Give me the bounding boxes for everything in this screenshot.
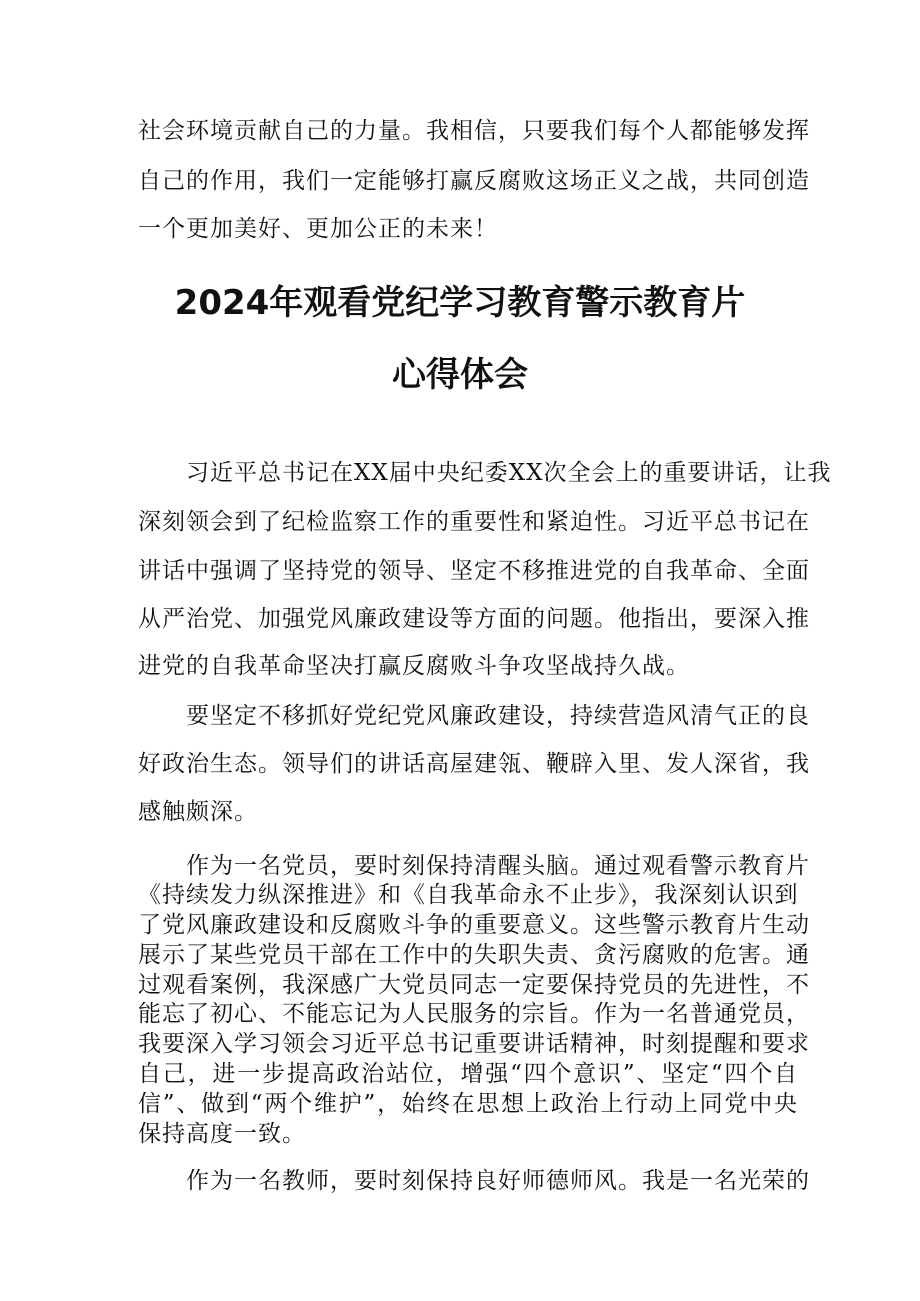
paragraph-3-line-5: 过观看案例，我深感广大党员同志一定要保持党员的先进性，不 [138,972,810,998]
intro-line-2: 自己的作用，我们一定能够打赢反腐败这场正义之战，共同创造 [138,168,810,194]
paragraph-3-line-10: 保持高度一致。 [138,1121,306,1147]
paragraph-3-line-9: 信”、做到“两个维护”，始终在思想上政治上行动上同党中央 [138,1091,798,1117]
paragraph-2-line-1: 要坚定不移抓好党纪党风廉政建设，持续营造风清气正的良 [138,703,810,729]
intro-line-3: 一个更加美好、更加公正的未来！ [138,216,498,242]
paragraph-1-line-4: 从严治党、加强党风廉政建设等方面的问题。他指出，要深入推 [138,606,810,632]
paragraph-3-line-4: 展示了某些党员干部在工作中的失职失责、贪污腐败的危害。通 [138,942,810,968]
paragraph-2-line-2: 好政治生态。领导们的讲话高屋建瓴、鞭辟入里、发人深省，我 [138,751,810,777]
page-title-line-1: 2024年观看党纪学习教育警示教育片 [174,283,746,323]
paragraph-3-line-7: 我要深入学习领会习近平总书记重要讲话精神，时刻提醒和要求 [138,1031,810,1057]
paragraph-1-line-3: 讲话中强调了坚持党的领导、坚定不移推进党的自我革命、全面 [138,558,810,584]
intro-line-1: 社会环境贡献自己的力量。我相信，只要我们每个人都能够发挥 [138,118,810,144]
paragraph-3-line-3: 了党风廉政建设和反腐败斗争的重要意义。这些警示教育片生动 [138,912,810,938]
paragraph-3-line-2: 《持续发力纵深推进》和《自我革命永不止步》，我深刻认识到 [138,882,799,908]
paragraph-4-line-1: 作为一名教师，要时刻保持良好师德师风。我是一名光荣的 [138,1168,810,1194]
paragraph-3-line-1: 作为一名党员，要时刻保持清醒头脑。通过观看警示教育片 [138,853,810,879]
paragraph-2-line-3: 感触颇深。 [138,799,258,825]
paragraph-1-line-1: 习近平总书记在XX届中央纪委XX次全会上的重要讲话，让我 [138,460,832,486]
page-title-line-2: 心得体会 [392,355,528,395]
paragraph-1-line-2: 深刻领会到了纪检监察工作的重要性和紧迫性。习近平总书记在 [138,509,810,535]
paragraph-3-line-6: 能忘了初心、不能忘记为人民服务的宗旨。作为一名普通党员， [138,1001,810,1027]
paragraph-3-line-8: 自己，进一步提高政治站位，增强“四个意识”、坚定“四个自 [138,1061,798,1087]
paragraph-1-line-5: 进党的自我革命坚决打赢反腐败斗争攻坚战持久战。 [138,653,690,679]
